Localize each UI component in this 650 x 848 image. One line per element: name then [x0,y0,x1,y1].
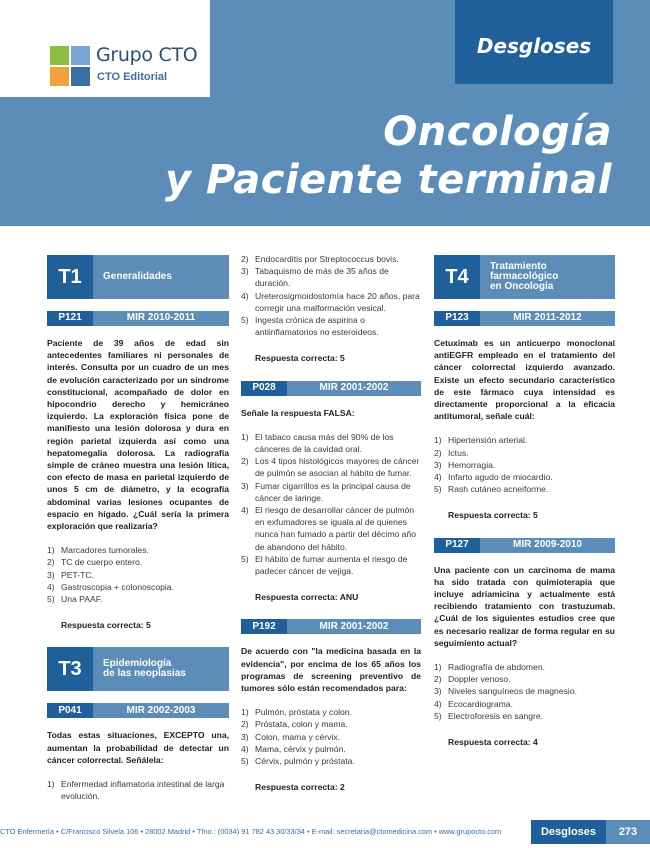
question-stem: De acuerdo con "la medicina basada en la evidencia", por encima de los 65 años los programas de screening preventivo de tumores sólo están recomendados para: [241,646,421,694]
topic-code: T1 [47,255,93,299]
option-list [241,431,421,577]
option-item: 4) Mama, cérvix y pulmón. [241,743,346,754]
question-stem: Señale la respuesta FALSA: [241,407,355,418]
option-item: 3) PET-TC. [47,569,94,580]
logo-subtitle: CTO Editorial [97,71,168,83]
grupo-cto-logo-icon [50,46,90,86]
option-list [241,706,421,767]
topic-header [47,647,229,691]
question-code: P041 [47,703,93,718]
option-item: 1) Hipertensión arterial. [434,435,528,446]
option-list [434,661,615,722]
option-item: 1) Marcadores tumorales. [47,545,149,556]
option-item: 3) Tabaquismo de más de 35 años de duración. [241,266,389,289]
topic-name: Tratamiento farmacológico en Oncología [490,261,559,292]
logo-area [0,0,210,97]
question-code: P121 [47,311,93,326]
footer-section-tab: Desgloses [531,820,606,844]
option-item: 4) Infarto agudo de miocardio. [434,472,553,483]
question-bar [434,538,615,553]
topic-code: T3 [47,647,93,691]
option-item: 3) Hemorragia. [434,459,496,470]
correct-answer: Respuesta correcta: ANU [255,592,359,603]
topic-header [47,255,229,299]
option-list [47,778,229,802]
section-tab: Desgloses [455,0,613,84]
option-item: 4) Ureterosigmoidostomía hace 20 años, para corregir una malformación vesical. [241,290,420,313]
question-code: P028 [241,381,287,396]
option-item: 5) Cérvix, pulmón y próstata. [241,756,355,767]
option-item: 1) Pulmón, próstata y colon. [241,707,352,718]
question-exam: MIR 2011-2012 [513,312,582,324]
option-item: 5) Una PAAF. [47,594,103,605]
question-exam: MIR 2002-2003 [126,704,196,716]
option-item: 3) Colon, mama y cérvix. [241,731,341,742]
option-item: 2) TC de cuerpo entero. [47,557,143,568]
page-number: 273 [606,820,650,844]
question-stem: Todas estas situaciones, EXCEPTO una, aumentan la probabilidad de detectar un cáncer colorrectal. Señálela: [47,730,229,765]
option-item: 5) Ingesta crónica de aspirina o antiinflamatorios no esteroideos. [241,315,379,338]
question-bar [47,703,229,718]
option-item: 1) El tabaco causa más del 90% de los cánceres de la cavidad oral. [241,431,394,455]
topic-code: T4 [434,255,480,299]
option-list [241,253,421,338]
question-code: P127 [434,538,480,553]
page-title [165,108,612,204]
option-item: 5) Rash cutáneo acneiforme. [434,484,549,495]
page-footer [0,820,650,848]
option-item: 5) El hábito de fumar aumenta el riesgo de padecer cáncer de vejiga. [241,553,408,577]
option-item: 4) El riesgo de desarrollar cáncer de pulmón en exfumadores se iguala al de quienes nunca han fumado a partir del décimo año de abandono del hábito. [241,505,416,552]
option-item: 2) Próstata, colon y mama. [241,719,348,730]
title-line-1: Oncología [383,109,612,155]
question-bar [241,619,421,634]
correct-answer: Respuesta correcta: 5 [448,510,538,521]
topic-header [434,255,615,299]
title-line-2: y Paciente terminal [165,157,612,203]
page-header [0,0,650,226]
option-item: 3) Niveles sanguíneos de magnesio. [434,686,577,697]
footer-contact: CTO Enfermería • C/Francisco Silvela 106 • 28002 Madrid • Tfno.: (0034) 91 782 43 30/33/34 • E-mail: secretaria@ctomedicina.com • www.grupocto.com [0,827,502,836]
question-bar [47,311,229,326]
column-2 [241,253,421,810]
question-exam: MIR 2009-2010 [513,539,582,551]
option-item: 4) Ecocardiograma. [434,698,513,709]
topic-name: Epidemiología de las neoplasias [103,658,186,680]
option-item: 4) Gastroscopia + colonoscopia. [47,581,174,592]
correct-answer: Respuesta correcta: 4 [448,737,538,748]
question-stem: Una paciente con un carcinoma de mama ha sido tratada con quimioterapia que incluye adriamicina y actualmente está recibiendo tratamiento con trastuzumab. ¿Cuál de los siguientes estudios cree que es necesario realizar de forma regular en su seguimiento actual? [434,564,615,648]
option-list [47,544,229,605]
option-item: 1) Radiografía de abdomen. [434,662,545,673]
logo-title: Grupo CTO [96,44,198,66]
question-stem: Paciente de 39 años de edad sin antecedentes familiares ni personales de interés. Consulta por un cuadro de un mes de evolución caracterizado por un síndrome constitucional, acompañado de dolor en hipocondrio derecho y hemicráneo izquierdo. La exploración física pone de manifiesto una lesión dolorosa y dura en región parietal izquierda así como una hepatomegalia dolorosa. La radiografía simple de cráneo muestra una lesión lítica, con efecto de masa en parietal izquierdo de unos 5 cm de diámetro, y la ecografía abdominal varias lesiones ocupantes de espacio en hígado. ¿Cuál sería la primera exploración que realizaría? [47,338,229,532]
option-item: 5) Electroforesis en sangre. [434,710,544,721]
correct-answer: Respuesta correcta: 2 [255,782,345,793]
column-1 [47,255,229,816]
question-bar [434,311,615,326]
option-item: 2) Endocarditis por Streptococcus bovis. [241,254,399,264]
column-3 [434,255,615,764]
option-item: 2) Doppler venoso. [434,674,511,685]
option-item: 1) Enfermedad inflamatoria intestinal de larga evolución. [47,779,225,802]
correct-answer: Respuesta correcta: 5 [255,353,345,364]
option-item: 3) Fumar cigarrillos es la principal causa de cáncer de laringe. [241,480,411,503]
question-exam: MIR 2010-2011 [126,312,196,324]
option-item: 2) Ictus. [434,447,469,458]
question-bar [241,381,421,396]
question-code: P123 [434,311,480,326]
option-item: 2) Los 4 tipos histológicos mayores de cáncer de pulmón se asocian al hábito de fumar. [241,456,420,479]
option-list [434,434,615,495]
question-exam: MIR 2001-2002 [319,382,389,394]
question-stem: Cetuximab es un anticuerpo monoclonal antiEGFR empleado en el tratamiento del cáncer colorrectal izquierdo avanzado. Existe un efecto secundario característico de este fármaco cuya intensidad es directamente proporcional a la eficacia antitumoral, señale cuál: [434,338,615,422]
topic-name: Generalidades [103,271,172,282]
question-code: P192 [241,619,287,634]
question-exam: MIR 2001-2002 [319,620,389,632]
correct-answer: Respuesta correcta: 5 [61,620,151,631]
